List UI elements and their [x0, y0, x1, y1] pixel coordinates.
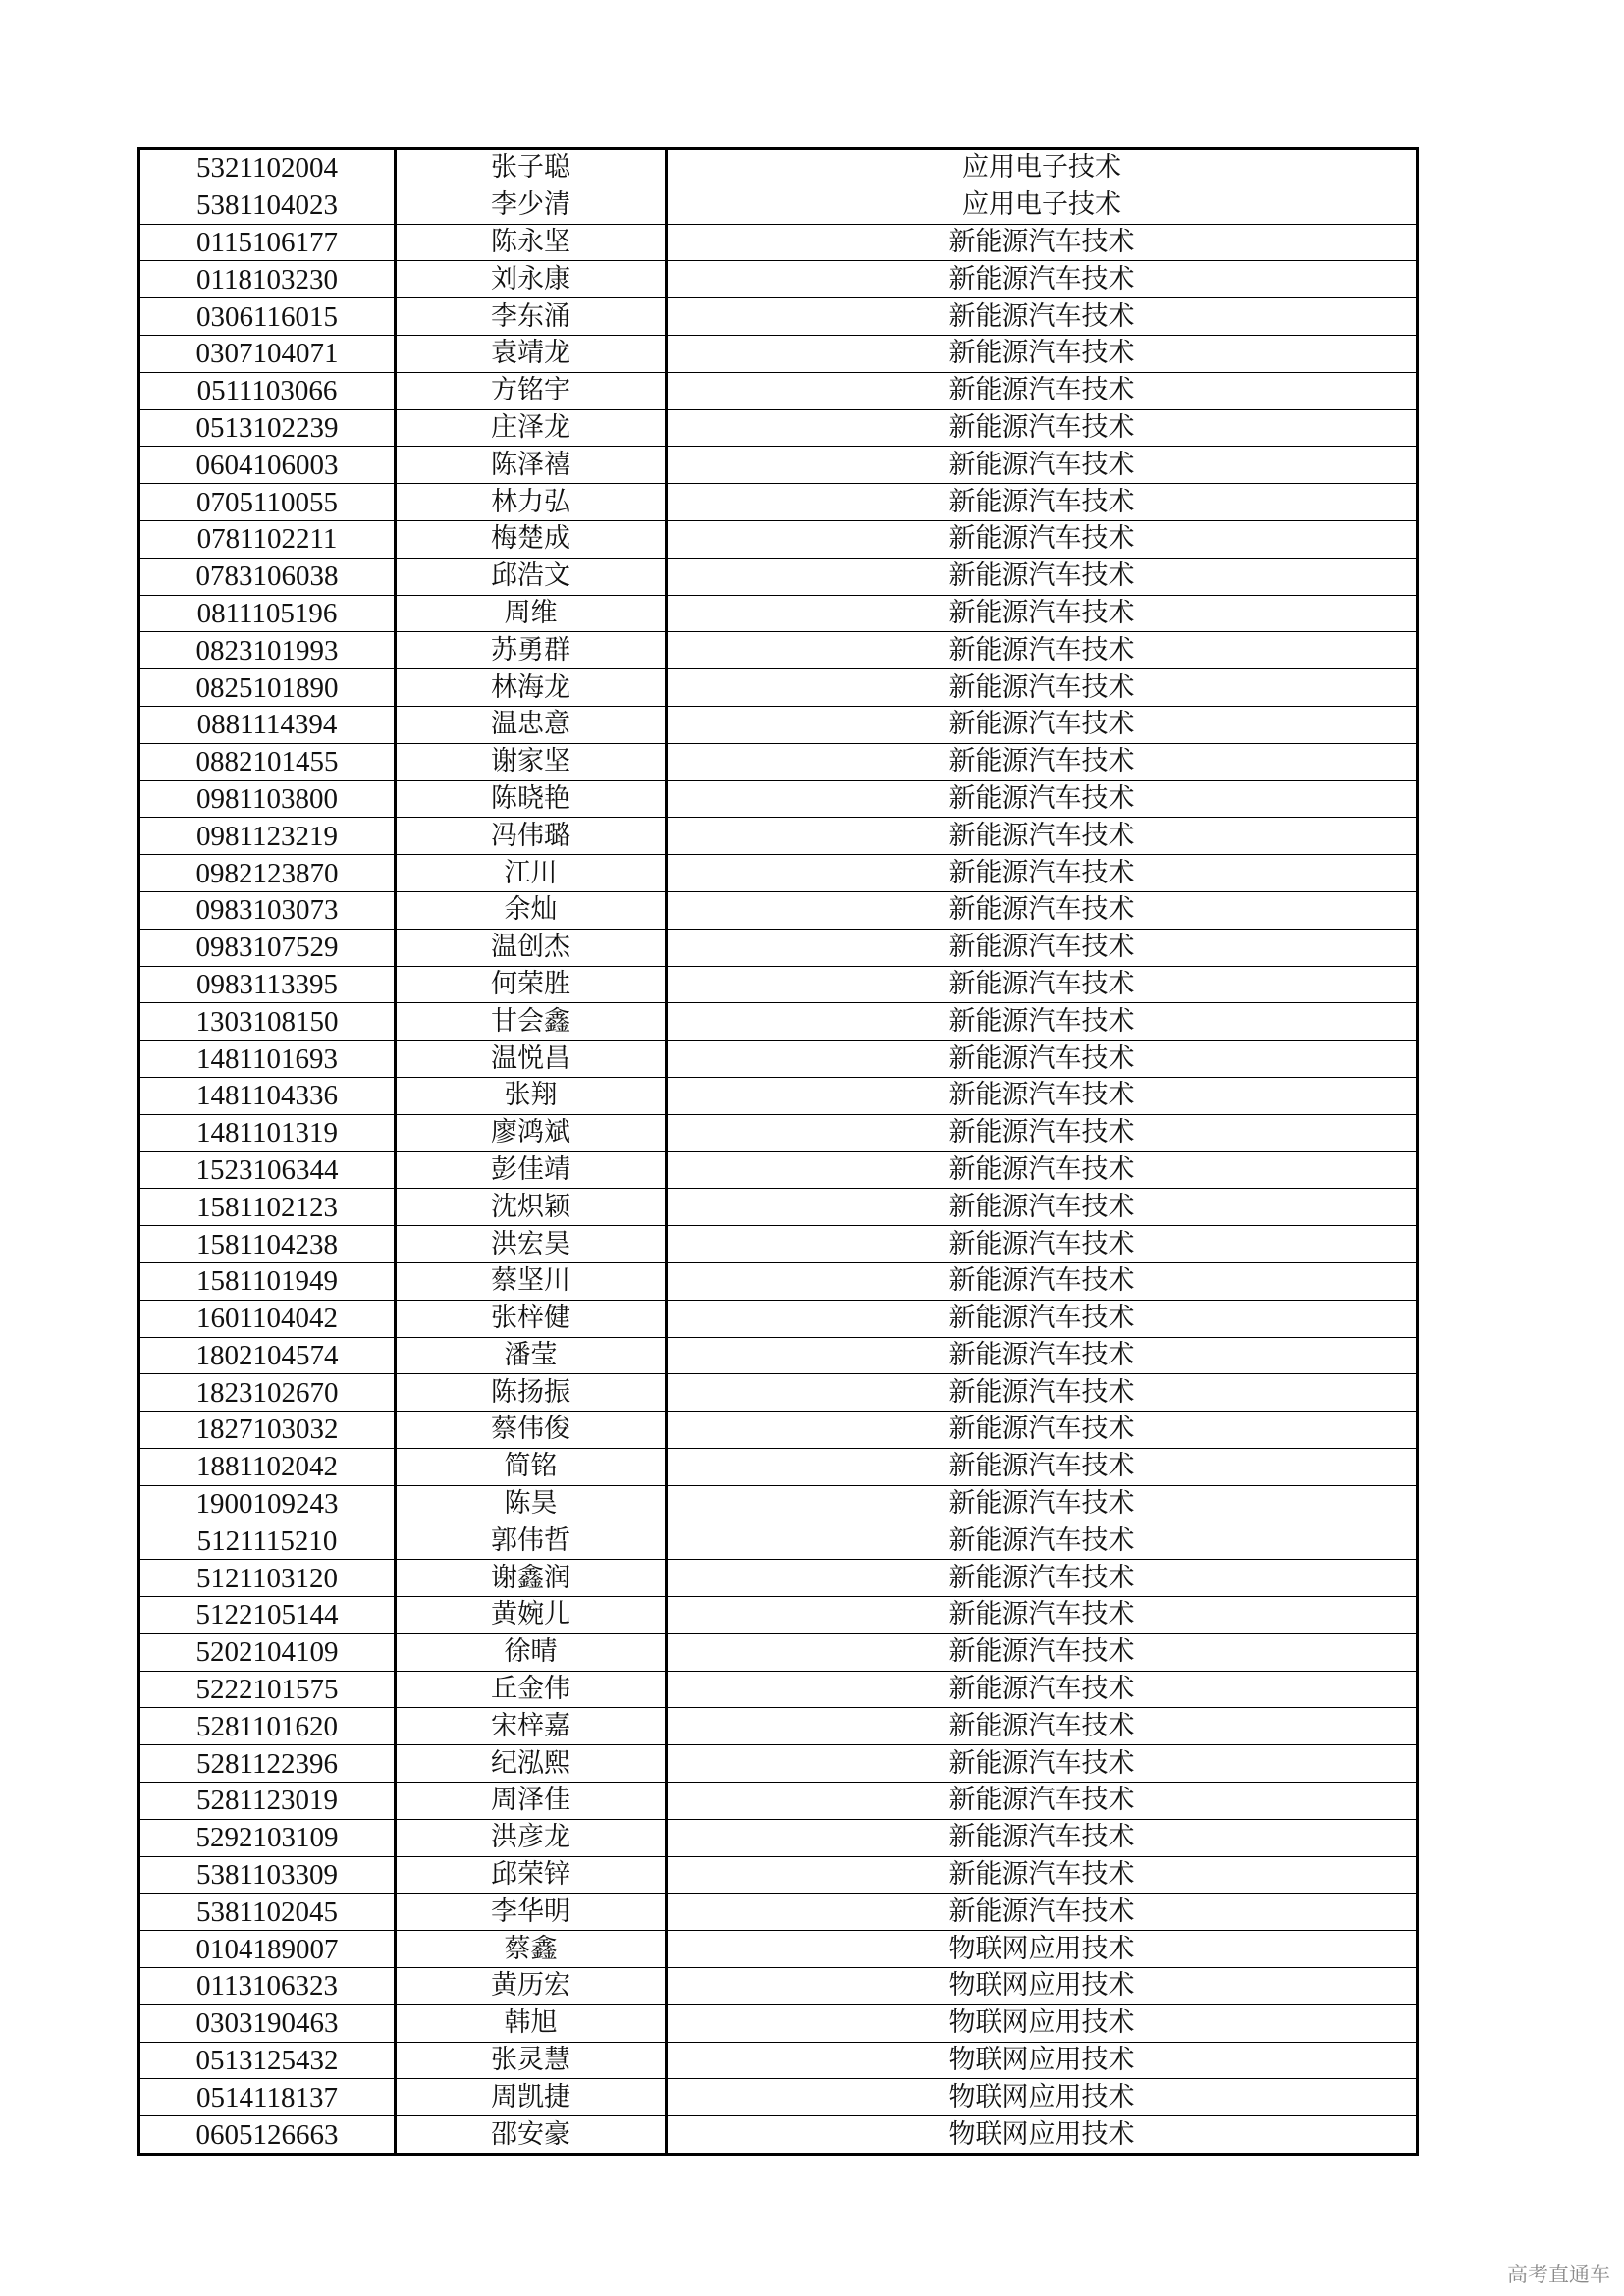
table-row: [139, 558, 1418, 595]
table-row: [139, 743, 1418, 780]
major-cell: 新能源汽车技术: [667, 966, 1418, 1003]
major-cell: 新能源汽车技术: [667, 1894, 1418, 1931]
major-cell: 应用电子技术: [667, 187, 1418, 224]
major-cell: 新能源汽车技术: [667, 1077, 1418, 1114]
table-row: [139, 1894, 1418, 1931]
student-name-cell: 温忠意: [396, 706, 667, 743]
major-cell: 新能源汽车技术: [667, 224, 1418, 261]
student-name-cell: 廖鸿斌: [396, 1114, 667, 1151]
major-cell: 物联网应用技术: [667, 1968, 1418, 2005]
exam-number-cell: 1523106344: [139, 1151, 396, 1189]
major-cell: 新能源汽车技术: [667, 1189, 1418, 1226]
major-cell: 新能源汽车技术: [667, 855, 1418, 892]
student-name-cell: 蔡坚川: [396, 1262, 667, 1300]
table-row: [139, 1041, 1418, 1078]
student-name-cell: 邱荣锌: [396, 1856, 667, 1894]
exam-number-cell: 0303190463: [139, 2004, 396, 2042]
exam-number-cell: 0983107529: [139, 929, 396, 966]
major-cell: 新能源汽车技术: [667, 261, 1418, 298]
student-name-cell: 谢鑫润: [396, 1560, 667, 1597]
table-row: [139, 1003, 1418, 1041]
table-row: [139, 2079, 1418, 2116]
major-cell: 新能源汽车技术: [667, 520, 1418, 558]
student-name-cell: 冯伟璐: [396, 818, 667, 855]
major-cell: 新能源汽车技术: [667, 1412, 1418, 1449]
table-row: [139, 1671, 1418, 1708]
major-cell: 新能源汽车技术: [667, 818, 1418, 855]
major-cell: 新能源汽车技术: [667, 1041, 1418, 1078]
major-cell: 新能源汽车技术: [667, 1819, 1418, 1856]
student-name-cell: 张梓健: [396, 1300, 667, 1337]
table-row: [139, 1485, 1418, 1522]
table-row: [139, 818, 1418, 855]
student-name-cell: 刘永康: [396, 261, 667, 298]
exam-number-cell: 5122105144: [139, 1597, 396, 1634]
major-cell: 新能源汽车技术: [667, 372, 1418, 409]
exam-number-cell: 0113106323: [139, 1968, 396, 2005]
exam-number-cell: 5292103109: [139, 1819, 396, 1856]
table-row: [139, 891, 1418, 929]
major-cell: 新能源汽车技术: [667, 632, 1418, 669]
table-row: [139, 187, 1418, 224]
exam-number-cell: 5202104109: [139, 1633, 396, 1671]
major-cell: 新能源汽车技术: [667, 1300, 1418, 1337]
table-row: [139, 1412, 1418, 1449]
student-name-cell: 丘金伟: [396, 1671, 667, 1708]
student-name-cell: 周泽佳: [396, 1783, 667, 1820]
major-cell: 新能源汽车技术: [667, 669, 1418, 707]
exam-number-cell: 1601104042: [139, 1300, 396, 1337]
student-name-cell: 洪宏昊: [396, 1226, 667, 1263]
student-name-cell: 蔡伟俊: [396, 1412, 667, 1449]
student-name-cell: 洪彦龙: [396, 1819, 667, 1856]
student-name-cell: 陈晓艳: [396, 780, 667, 818]
student-name-cell: 张灵慧: [396, 2042, 667, 2079]
exam-number-cell: 1581104238: [139, 1226, 396, 1263]
table-row: [139, 224, 1418, 261]
table-row: [139, 335, 1418, 372]
table-row: [139, 1968, 1418, 2005]
student-name-cell: 邵安豪: [396, 2116, 667, 2155]
exam-number-cell: 0781102211: [139, 520, 396, 558]
major-cell: 新能源汽车技术: [667, 1374, 1418, 1412]
major-cell: 新能源汽车技术: [667, 335, 1418, 372]
major-cell: 新能源汽车技术: [667, 298, 1418, 336]
table-row: [139, 1374, 1418, 1412]
table-row: [139, 1077, 1418, 1114]
exam-number-cell: 1827103032: [139, 1412, 396, 1449]
student-name-cell: 方铭宇: [396, 372, 667, 409]
exam-number-cell: 5222101575: [139, 1671, 396, 1708]
student-name-cell: 江川: [396, 855, 667, 892]
major-cell: 新能源汽车技术: [667, 409, 1418, 447]
exam-number-cell: 0981123219: [139, 818, 396, 855]
major-cell: 物联网应用技术: [667, 1931, 1418, 1968]
table-row: [139, 2116, 1418, 2155]
student-name-cell: 宋梓嘉: [396, 1708, 667, 1745]
table-body: [139, 149, 1418, 2155]
major-cell: 新能源汽车技术: [667, 1114, 1418, 1151]
table-row: [139, 706, 1418, 743]
student-name-cell: 温悦昌: [396, 1041, 667, 1078]
student-name-cell: 陈永坚: [396, 224, 667, 261]
exam-number-cell: 0513102239: [139, 409, 396, 447]
major-cell: 新能源汽车技术: [667, 1262, 1418, 1300]
exam-number-cell: 0983113395: [139, 966, 396, 1003]
exam-number-cell: 5381103309: [139, 1856, 396, 1894]
student-name-cell: 周凯捷: [396, 2079, 667, 2116]
major-cell: 物联网应用技术: [667, 2079, 1418, 2116]
major-cell: 新能源汽车技术: [667, 929, 1418, 966]
student-name-cell: 简铭: [396, 1448, 667, 1485]
major-cell: 新能源汽车技术: [667, 595, 1418, 632]
exam-number-cell: 0823101993: [139, 632, 396, 669]
exam-number-cell: 1581102123: [139, 1189, 396, 1226]
student-name-cell: 何荣胜: [396, 966, 667, 1003]
exam-number-cell: 5121115210: [139, 1522, 396, 1560]
student-name-cell: 李东涌: [396, 298, 667, 336]
student-name-cell: 蔡鑫: [396, 1931, 667, 1968]
exam-number-cell: 1481101319: [139, 1114, 396, 1151]
exam-number-cell: 5381102045: [139, 1894, 396, 1931]
table-row: [139, 372, 1418, 409]
table-row: [139, 1560, 1418, 1597]
table-row: [139, 1931, 1418, 1968]
table-row: [139, 1114, 1418, 1151]
table-row: [139, 1597, 1418, 1634]
admission-list-table: [137, 147, 1419, 2156]
major-cell: 新能源汽车技术: [667, 1671, 1418, 1708]
student-name-cell: 庄泽龙: [396, 409, 667, 447]
table-row: [139, 1337, 1418, 1374]
watermark-text: 高考直通车: [1507, 2263, 1610, 2286]
major-cell: 新能源汽车技术: [667, 1856, 1418, 1894]
major-cell: 新能源汽车技术: [667, 706, 1418, 743]
student-name-cell: 陈昊: [396, 1485, 667, 1522]
major-cell: 新能源汽车技术: [667, 447, 1418, 484]
exam-number-cell: 0306116015: [139, 298, 396, 336]
exam-number-cell: 1802104574: [139, 1337, 396, 1374]
table-row: [139, 1189, 1418, 1226]
exam-number-cell: 5321102004: [139, 149, 396, 187]
table-row: [139, 1633, 1418, 1671]
exam-number-cell: 0115106177: [139, 224, 396, 261]
exam-number-cell: 5381104023: [139, 187, 396, 224]
table-row: [139, 966, 1418, 1003]
table-row: [139, 484, 1418, 521]
major-cell: 新能源汽车技术: [667, 558, 1418, 595]
exam-number-cell: 0513125432: [139, 2042, 396, 2079]
student-name-cell: 周维: [396, 595, 667, 632]
exam-number-cell: 5121103120: [139, 1560, 396, 1597]
major-cell: 新能源汽车技术: [667, 780, 1418, 818]
major-cell: 新能源汽车技术: [667, 1337, 1418, 1374]
student-name-cell: 沈炽颖: [396, 1189, 667, 1226]
table-row: [139, 595, 1418, 632]
exam-number-cell: 1303108150: [139, 1003, 396, 1041]
table-row: [139, 1300, 1418, 1337]
table-row: [139, 780, 1418, 818]
table-row: [139, 1745, 1418, 1783]
major-cell: 物联网应用技术: [667, 2004, 1418, 2042]
exam-number-cell: 0982123870: [139, 855, 396, 892]
student-name-cell: 陈扬振: [396, 1374, 667, 1412]
student-name-cell: 黄婉儿: [396, 1597, 667, 1634]
major-cell: 新能源汽车技术: [667, 1745, 1418, 1783]
table-row: [139, 2042, 1418, 2079]
student-name-cell: 袁靖龙: [396, 335, 667, 372]
table-row: [139, 669, 1418, 707]
student-name-cell: 邱浩文: [396, 558, 667, 595]
table-row: [139, 409, 1418, 447]
exam-number-cell: 0983103073: [139, 891, 396, 929]
major-cell: 应用电子技术: [667, 149, 1418, 187]
table-row: [139, 1151, 1418, 1189]
major-cell: 新能源汽车技术: [667, 1226, 1418, 1263]
exam-number-cell: 0882101455: [139, 743, 396, 780]
exam-number-cell: 1881102042: [139, 1448, 396, 1485]
major-cell: 物联网应用技术: [667, 2116, 1418, 2155]
major-cell: 新能源汽车技术: [667, 484, 1418, 521]
student-name-cell: 彭佳靖: [396, 1151, 667, 1189]
student-name-cell: 陈泽禧: [396, 447, 667, 484]
table-row: [139, 1226, 1418, 1263]
major-cell: 新能源汽车技术: [667, 1633, 1418, 1671]
student-name-cell: 甘会鑫: [396, 1003, 667, 1041]
table-row: [139, 1448, 1418, 1485]
table-row: [139, 261, 1418, 298]
student-name-cell: 梅楚成: [396, 520, 667, 558]
exam-number-cell: 0511103066: [139, 372, 396, 409]
exam-number-cell: 5281101620: [139, 1708, 396, 1745]
exam-number-cell: 1900109243: [139, 1485, 396, 1522]
major-cell: 新能源汽车技术: [667, 1485, 1418, 1522]
student-name-cell: 潘莹: [396, 1337, 667, 1374]
exam-number-cell: 0981103800: [139, 780, 396, 818]
table-row: [139, 1708, 1418, 1745]
exam-number-cell: 0825101890: [139, 669, 396, 707]
major-cell: 新能源汽车技术: [667, 1151, 1418, 1189]
exam-number-cell: 1581101949: [139, 1262, 396, 1300]
student-name-cell: 余灿: [396, 891, 667, 929]
major-cell: 新能源汽车技术: [667, 1597, 1418, 1634]
exam-number-cell: 5281122396: [139, 1745, 396, 1783]
table-row: [139, 929, 1418, 966]
student-name-cell: 黄历宏: [396, 1968, 667, 2005]
exam-number-cell: 1823102670: [139, 1374, 396, 1412]
exam-number-cell: 0881114394: [139, 706, 396, 743]
table-row: [139, 632, 1418, 669]
table-row: [139, 1522, 1418, 1560]
major-cell: 新能源汽车技术: [667, 1522, 1418, 1560]
exam-number-cell: 0705110055: [139, 484, 396, 521]
table-row: [139, 855, 1418, 892]
exam-number-cell: 1481101693: [139, 1041, 396, 1078]
exam-number-cell: 0104189007: [139, 1931, 396, 1968]
student-name-cell: 纪泓熙: [396, 1745, 667, 1783]
exam-number-cell: 0811105196: [139, 595, 396, 632]
major-cell: 新能源汽车技术: [667, 1003, 1418, 1041]
table-row: [139, 447, 1418, 484]
table-row: [139, 298, 1418, 336]
table-row: [139, 2004, 1418, 2042]
student-name-cell: 林海龙: [396, 669, 667, 707]
exam-number-cell: 0783106038: [139, 558, 396, 595]
student-name-cell: 郭伟哲: [396, 1522, 667, 1560]
student-name-cell: 李少清: [396, 187, 667, 224]
exam-number-cell: 1481104336: [139, 1077, 396, 1114]
student-name-cell: 韩旭: [396, 2004, 667, 2042]
student-name-cell: 谢家坚: [396, 743, 667, 780]
exam-number-cell: 0118103230: [139, 261, 396, 298]
major-cell: 新能源汽车技术: [667, 1708, 1418, 1745]
table-row: [139, 1783, 1418, 1820]
table-row: [139, 520, 1418, 558]
exam-number-cell: 0605126663: [139, 2116, 396, 2155]
table-row: [139, 1819, 1418, 1856]
major-cell: 新能源汽车技术: [667, 1560, 1418, 1597]
major-cell: 新能源汽车技术: [667, 1783, 1418, 1820]
student-name-cell: 李华明: [396, 1894, 667, 1931]
student-name-cell: 林力弘: [396, 484, 667, 521]
student-name-cell: 徐晴: [396, 1633, 667, 1671]
major-cell: 物联网应用技术: [667, 2042, 1418, 2079]
exam-number-cell: 0604106003: [139, 447, 396, 484]
student-name-cell: 温创杰: [396, 929, 667, 966]
exam-number-cell: 5281123019: [139, 1783, 396, 1820]
major-cell: 新能源汽车技术: [667, 743, 1418, 780]
exam-number-cell: 0307104071: [139, 335, 396, 372]
major-cell: 新能源汽车技术: [667, 891, 1418, 929]
student-name-cell: 张翔: [396, 1077, 667, 1114]
table-row: [139, 1856, 1418, 1894]
student-name-cell: 苏勇群: [396, 632, 667, 669]
student-name-cell: 张子聪: [396, 149, 667, 187]
table-row: [139, 149, 1418, 187]
major-cell: 新能源汽车技术: [667, 1448, 1418, 1485]
exam-number-cell: 0514118137: [139, 2079, 396, 2116]
table-row: [139, 1262, 1418, 1300]
